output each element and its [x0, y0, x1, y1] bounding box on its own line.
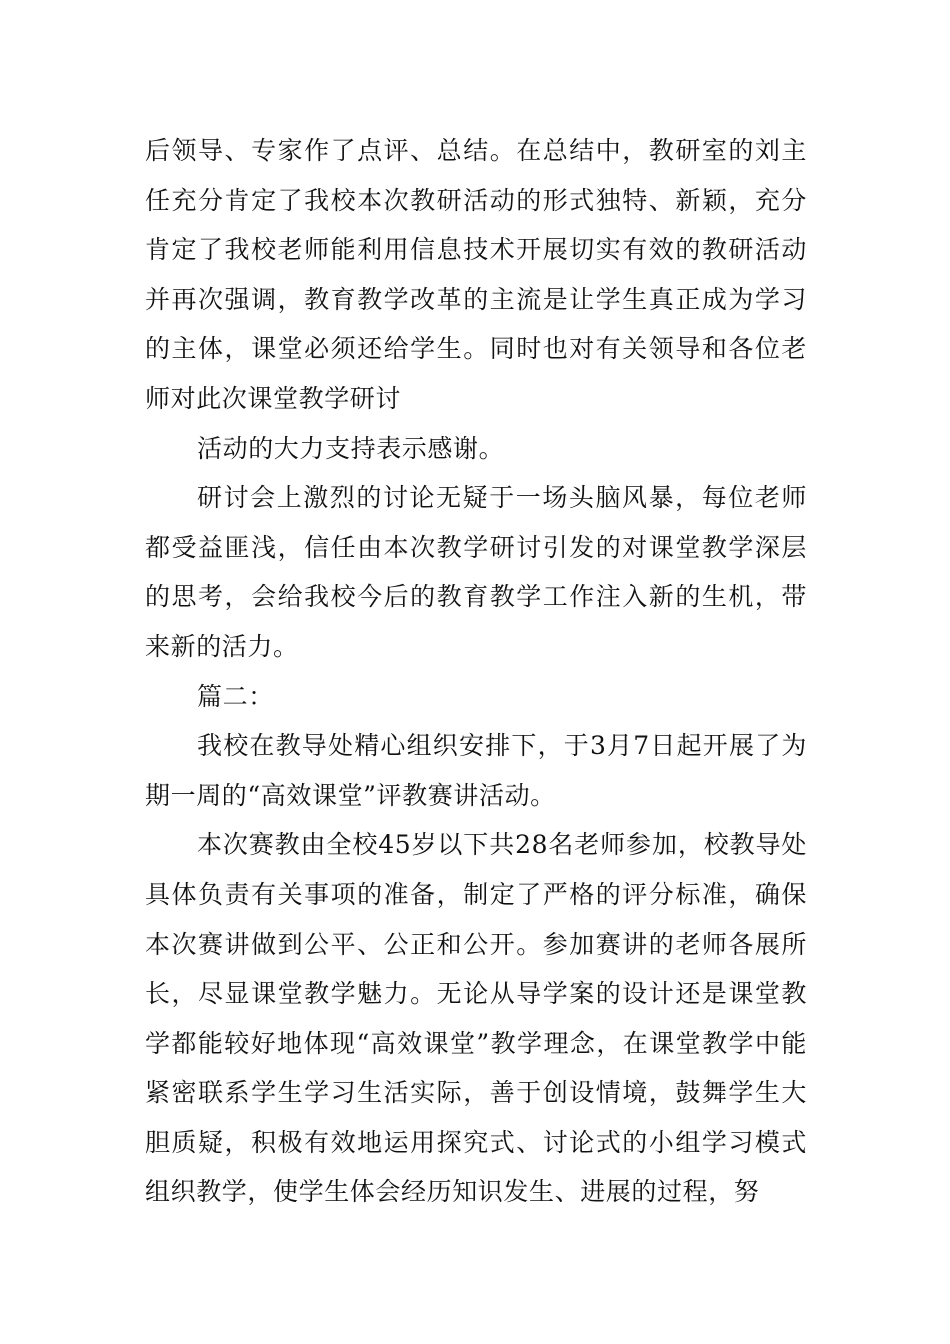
document-body	[145, 126, 807, 1217]
paragraph-4: 我校在教导处精心组织安排下，于3月7日起开展了为期一周的“高效课堂”评教赛讲活动。	[145, 731, 807, 810]
paragraph-3: 研讨会上激烈的讨论无疑于一场头脑风暴，每位老师都受益匪浅，信任由本次教学研讨引发的对课堂教学深层的思考，会给我校今后的教育教学工作注入新的生机，带来新的活力。	[145, 483, 807, 661]
section-heading: 篇二：	[197, 681, 274, 711]
paragraph-2: 活动的大力支持表示感谢。	[197, 433, 505, 463]
paragraph-5: 本次赛教由全校45岁以下共28名老师参加，校教导处具体负责有关事项的准备，制定了严格的评分标准，确保本次赛讲做到公平、公正和公开。参加赛讲的老师各展所长，尽显课堂教学魅力。无论从导学案的设计还是课堂教学都能较好地体现“高效课堂”教学理念，在课堂教学中能紧密联系学生学习生活实际，善于创设情境，鼓舞学生大胆质疑，积极有效地运用探究式、讨论式的小组学习模式组织教学，使学生体会经历知识发生、进展的过程，努	[145, 830, 807, 1207]
paragraph-1: 后领导、专家作了点评、总结。在总结中，教研室的刘主任充分肯定了我校本次教研活动的形式独特、新颖，充分肯定了我校老师能利用信息技术开展切实有效的教研活动并再次强调，教育教学改革的主流是让学生真正成为学习的主体，课堂必须还给学生。同时也对有关领导和各位老师对此次课堂教学研讨	[145, 136, 807, 413]
